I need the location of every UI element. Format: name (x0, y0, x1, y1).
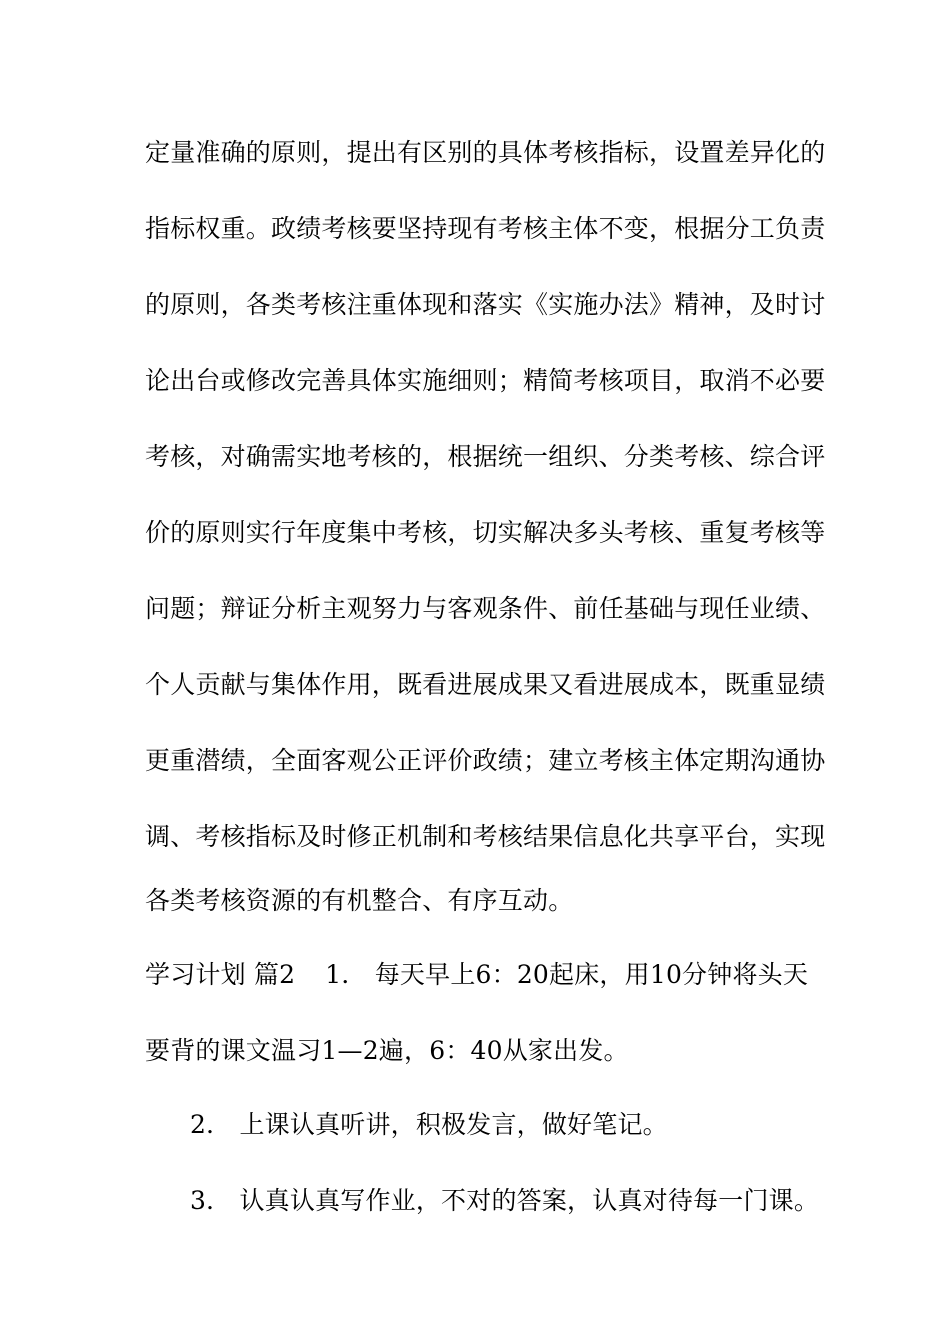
paragraph-line-7: 问题；辩证分析主观努力与客观条件、前任基础与现任业绩、 (145, 594, 826, 623)
paragraph-line-1: 定量准确的原则，提出有区别的具体考核指标，设置差异化的 (145, 138, 826, 167)
list-item-1-first-line: 1． 每天早上6：20起床，用10分钟将头天 (325, 960, 809, 989)
section-heading-line (145, 958, 825, 992)
list-item-2: 2． 上课认真听讲，积极发言，做好笔记。 (190, 1110, 668, 1139)
paragraph-line-3: 的原则，各类考核注重体现和落实《实施办法》精神，及时讨 (145, 290, 826, 319)
list-item-3: 3． 认真认真写作业，不对的答案，认真对待每一门课。 (190, 1186, 820, 1215)
paragraph-line-5: 考核，对确需实地考核的，根据统一组织、分类考核、综合评 (145, 442, 826, 471)
paragraph-line-10: 调、考核指标及时修正机制和考核结果信息化共享平台，实现 (145, 822, 826, 851)
paragraph-line-9: 更重潜绩，全面客观公正评价政绩；建立考核主体定期沟通协 (145, 746, 826, 775)
paragraph-line-6: 价的原则实行年度集中考核，切实解决多头考核、重复考核等 (145, 518, 826, 547)
paragraph-line-11: 各类考核资源的有机整合、有序互动。 (145, 886, 574, 915)
paragraph-line-4: 论出台或修改完善具体实施细则；精简考核项目，取消不必要 (145, 366, 826, 395)
paragraph-line-8: 个人贡献与集体作用，既看进展成果又看进展成本，既重显绩 (145, 670, 826, 699)
paragraph-line-2: 指标权重。政绩考核要坚持现有考核主体不变，根据分工负责 (145, 214, 826, 243)
section-title: 学习计划 篇2 (145, 960, 296, 989)
list-item-1-second-line: 要背的课文温习1—2遍，6：40从家出发。 (145, 1036, 629, 1065)
